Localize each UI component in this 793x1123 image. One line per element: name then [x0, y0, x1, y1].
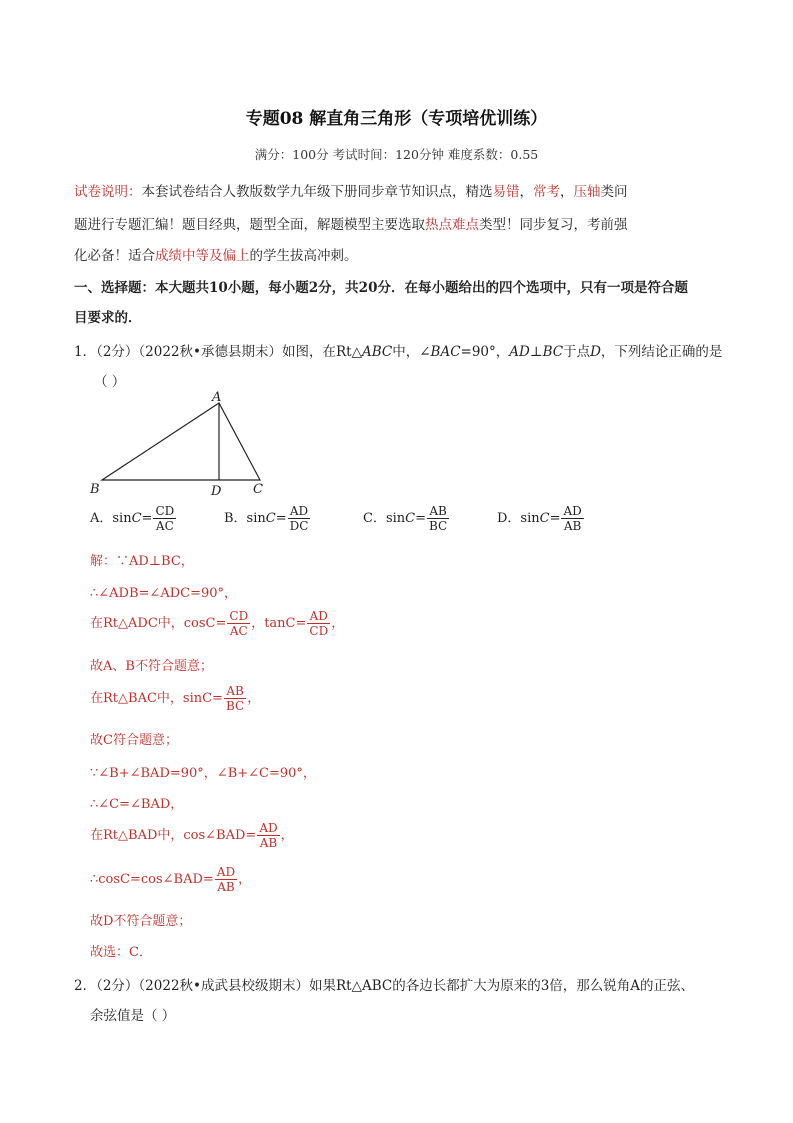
sep: ， — [519, 184, 533, 200]
vertex-c-label: C — [253, 482, 263, 497]
q1-text: ，下列结论正确的是 — [600, 344, 723, 360]
solution-text: ， — [331, 616, 345, 631]
solution-text: ， — [238, 872, 252, 887]
option-b[interactable] — [224, 504, 311, 533]
solution-text: 在Rt△BAD中，cos∠BAD= — [90, 828, 257, 843]
solution-line-3 — [90, 609, 344, 638]
question-2-line-2: 余弦值是（ ） — [90, 1008, 176, 1024]
vertex-b-label: B — [90, 482, 100, 497]
q1-var: D — [590, 344, 601, 360]
solution-line-11: 故D不符合题意； — [90, 914, 192, 929]
section-heading-2: 目要求的． — [74, 310, 142, 326]
q1-var: ABC — [361, 344, 393, 360]
solution-text: 在Rt△ADC中，cosC= — [90, 616, 227, 631]
solution-line-5 — [90, 684, 260, 713]
intro-label: 试卷说明： — [74, 184, 142, 200]
exam-meta: 满分：100分 考试时间：120分钟 难度系数：0.55 — [254, 147, 539, 162]
option-d[interactable] — [497, 504, 585, 533]
intro-text: 本套试卷结合人教版数学九年级下册同步章节知识点，精选 — [141, 184, 493, 200]
option-var: C — [539, 511, 550, 526]
denominator: AC — [229, 624, 248, 638]
option-fraction — [561, 504, 583, 533]
solution-line-4: 故A、B不符合题意； — [90, 659, 213, 674]
option-label: B．sin — [224, 511, 266, 526]
solution-fraction — [224, 684, 246, 713]
numerator: AD — [307, 609, 330, 624]
option-fraction — [153, 504, 176, 533]
option-eq: = — [141, 511, 153, 526]
denominator: AB — [259, 836, 278, 850]
option-var: C — [131, 511, 142, 526]
solution-fraction — [215, 865, 237, 894]
q1-text: 于点 — [563, 344, 591, 360]
numerator: AD — [288, 504, 311, 519]
denominator: CD — [309, 624, 329, 638]
vertex-d-label: D — [211, 484, 222, 499]
solution-line-6: 故C符合题意； — [90, 733, 178, 748]
section-heading-1: 一、选择题：本大题共10小题，每小题2分，共20分．在每小题给出的四个选项中，只有一项是符合题 — [74, 280, 688, 296]
sep: ， — [560, 184, 574, 200]
intro-line-3 — [74, 244, 358, 264]
question-2-line-1: 2．（2分）（2022秋•成武县校级期末）如果Rt△ABC的各边长都扩大为原来的3倍，那么锐角A的正弦、 — [74, 978, 695, 994]
option-var: C — [265, 511, 276, 526]
solution-line-1: 解：∵AD⊥BC， — [90, 554, 194, 569]
solution-text: ，tanC= — [251, 616, 307, 631]
option-fraction — [288, 504, 311, 533]
solution-text: ∴cosC=cos∠BAD= — [90, 872, 214, 887]
q1-var: BAC — [430, 344, 461, 360]
option-label: D．sin — [497, 511, 540, 526]
numerator: AB — [427, 504, 449, 519]
question-1-stem — [74, 340, 722, 360]
solution-text: ， — [247, 691, 261, 706]
solution-line-9 — [90, 821, 294, 850]
intro-text: 类型！同步复习，考前强 — [479, 217, 628, 233]
q1-text: =90°， — [460, 344, 510, 360]
intro-text: 化必备！适合 — [74, 248, 155, 264]
highlight-level: 成绩中等及偏上 — [155, 248, 250, 264]
solution-line-7: ∵∠B+∠BAD=90°，∠B+∠C=90°， — [90, 766, 316, 781]
solution-answer: 故选：C． — [90, 945, 152, 960]
denominator: DC — [289, 519, 309, 533]
solution-fraction — [257, 821, 279, 850]
solution-fraction — [227, 609, 250, 638]
solution-line-10 — [90, 865, 251, 894]
denominator: AB — [563, 519, 582, 533]
intro-text: 的学生拔高冲刺。 — [249, 248, 358, 264]
intro-text: 题进行专题汇编！题目经典，题型全面，解题模型主要选取 — [74, 217, 425, 233]
highlight-yicuo: 易错 — [492, 184, 520, 200]
option-fraction — [427, 504, 449, 533]
solution-line-8: ∴∠C=∠BAD， — [90, 797, 184, 812]
denominator: AC — [155, 519, 174, 533]
numerator: AD — [259, 821, 278, 835]
q1-text: ⊥ — [529, 344, 543, 360]
denominator: BC — [429, 519, 448, 533]
option-label: A．sin — [90, 511, 132, 526]
q1-var: BC — [542, 344, 564, 360]
option-c[interactable] — [363, 504, 450, 533]
solution-fraction — [307, 609, 330, 638]
numerator: AB — [224, 684, 246, 699]
question-1-blank: （ ） — [94, 374, 126, 390]
highlight-hot: 热点难点 — [425, 217, 479, 233]
intro-line-2 — [74, 213, 628, 233]
triangle-figure — [86, 390, 276, 502]
option-a[interactable] — [90, 504, 177, 533]
denominator: BC — [225, 699, 245, 713]
intro-line-1 — [74, 180, 628, 200]
page-title: 专题08 解直角三角形（专项培优训练） — [245, 109, 548, 129]
q1-text: 中，∠ — [392, 344, 431, 360]
q1-text: 1．（2分）（2022秋•承德县期末）如图，在Rt△ — [74, 344, 362, 360]
intro-text: 类问 — [600, 184, 628, 200]
denominator: AB — [217, 880, 235, 894]
triangle-abc — [102, 403, 260, 480]
option-eq: = — [415, 511, 427, 526]
option-eq: = — [549, 511, 561, 526]
option-var: C — [405, 511, 416, 526]
solution-text: ， — [280, 828, 294, 843]
highlight-changkao: 常考 — [533, 184, 560, 200]
numerator: CD — [229, 609, 249, 623]
option-label: C．sin — [363, 511, 406, 526]
numerator: AD — [216, 865, 236, 879]
q1-var: AD — [509, 344, 530, 360]
solution-line-2: ∴∠ADB=∠ADC=90°， — [90, 586, 238, 601]
numerator: AD — [563, 504, 582, 518]
highlight-yazhou: 压轴 — [573, 184, 601, 200]
numerator: CD — [155, 504, 175, 518]
solution-text: 在Rt△BAC中，sinC= — [90, 691, 223, 706]
option-eq: = — [275, 511, 287, 526]
vertex-a-label: A — [212, 390, 222, 405]
